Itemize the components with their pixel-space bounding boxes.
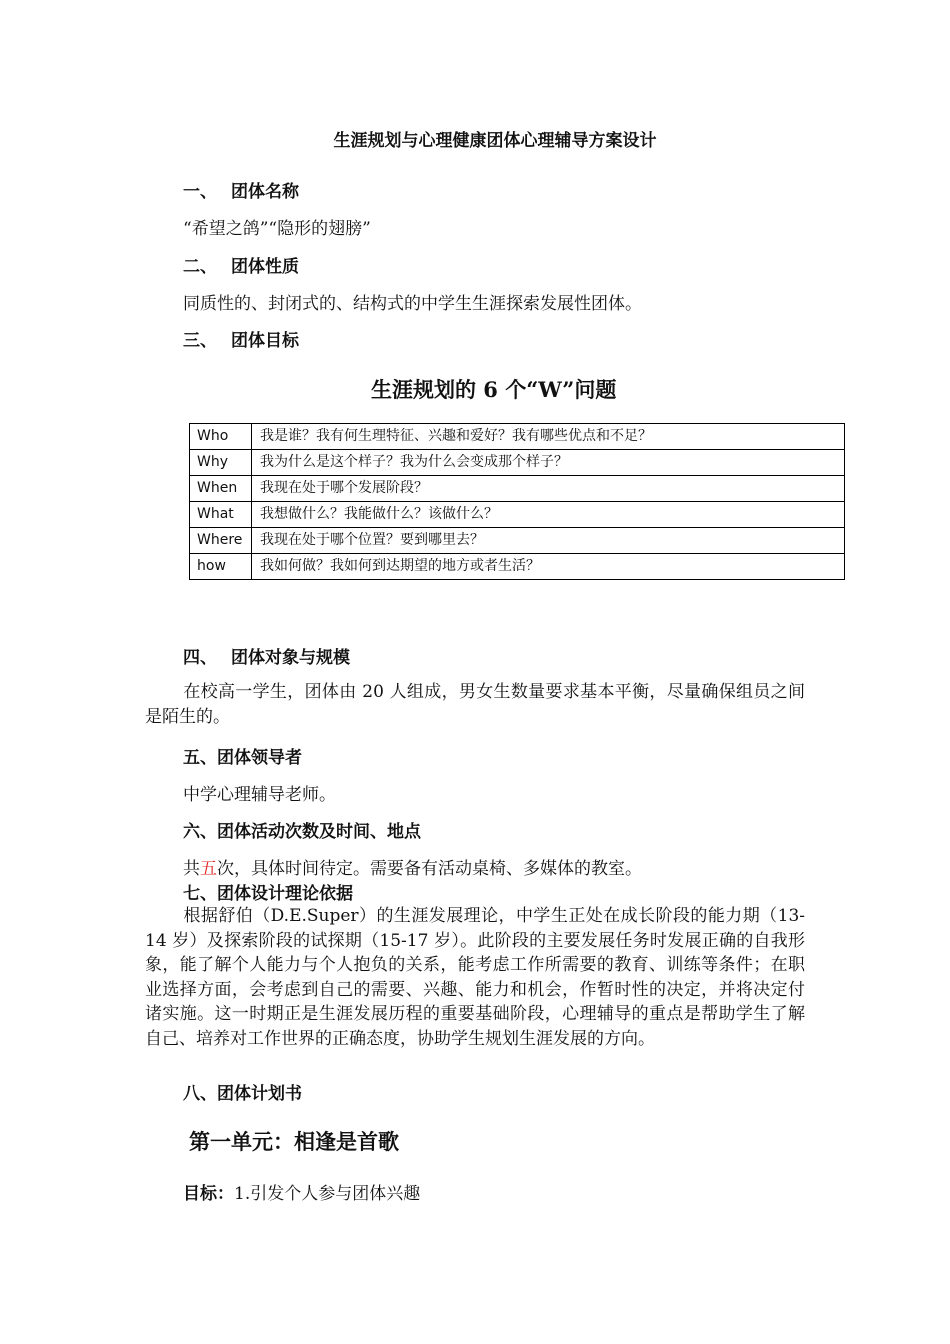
section-6-post: 次，具体时间待定。需要备有活动桌椅、多媒体的教室。 <box>217 859 642 879</box>
section-4-number: 四、 <box>183 648 217 668</box>
section-2-number: 二、 <box>183 257 217 277</box>
table-row <box>190 476 845 502</box>
section-5-text: 中学心理辅导老师。 <box>183 785 336 805</box>
section-5-heading: 五、团体领导者 <box>183 748 302 768</box>
row-key: When <box>190 476 252 502</box>
section-7-text: 根据舒伯（D.E.Super）的生涯发展理论，中学生正处在成长阶段的能力期（13-14 岁）及探索阶段的试探期（15-17 岁）。此阶段的主要发展任务时发展正确的自我形象，能了解个人能力与个人抱负的关系，能考虑工作所需要的教育、训练等条件；在职业选择方面，会考虑到自己的需要、兴趣、能力和机会，作暂时性的决定，并将决定付诸实施。这一时期正是生涯发展历程的重要基础阶段，心理辅导的重点是帮助学生了解自己、培养对工作世界的正确态度，协助学生规划生涯发展的方向。 <box>145 906 805 1049</box>
section-1-text: “希望之鸽”“隐形的翅膀” <box>183 219 371 239</box>
row-key: Where <box>190 528 252 554</box>
row-key: how <box>190 554 252 580</box>
row-value: 我现在处于哪个发展阶段？ <box>252 476 845 502</box>
document-title: 生涯规划与心理健康团体心理辅导方案设计 <box>333 131 657 151</box>
section-3-number: 三、 <box>183 331 217 351</box>
section-4-heading <box>183 643 350 668</box>
row-value: 我为什么是这个样子？我为什么会变成那个样子？ <box>252 450 845 476</box>
section-7-heading: 七、团体设计理论依据 <box>183 884 353 904</box>
session-count: 五 <box>200 859 217 879</box>
table-title: 生涯规划的 6 个“W”问题 <box>371 377 617 402</box>
section-2-text: 同质性的、封闭式的、结构式的中学生生涯探索发展性团体。 <box>183 294 642 314</box>
goal-line <box>183 1179 420 1204</box>
six-w-table <box>189 423 845 580</box>
section-6-text <box>183 854 642 879</box>
section-3-title: 团体目标 <box>231 331 299 351</box>
section-3-heading <box>183 326 299 351</box>
unit-title: 第一单元：相逢是首歌 <box>189 1129 399 1154</box>
section-7-paragraph <box>145 904 805 1051</box>
row-key: Who <box>190 424 252 450</box>
section-1-number: 一、 <box>183 182 217 202</box>
row-key: What <box>190 502 252 528</box>
row-key: Why <box>190 450 252 476</box>
table-row <box>190 502 845 528</box>
section-8-heading: 八、团体计划书 <box>183 1084 302 1104</box>
row-value: 我是谁？我有何生理特征、兴趣和爱好？我有哪些优点和不足？ <box>252 424 845 450</box>
table-row <box>190 554 845 580</box>
table-row <box>190 450 845 476</box>
goal-label: 目标： <box>183 1184 234 1204</box>
section-4-text: 在校高一学生，团体由 20 人组成，男女生数量要求基本平衡，尽量确保组员之间是陌生的。 <box>145 682 805 727</box>
section-1-heading <box>183 177 299 202</box>
section-4-title: 团体对象与规模 <box>231 648 350 668</box>
section-6-pre: 共 <box>183 859 200 879</box>
row-value: 我想做什么？我能做什么？该做什么？ <box>252 502 845 528</box>
row-value: 我如何做？我如何到达期望的地方或者生活？ <box>252 554 845 580</box>
section-2-title: 团体性质 <box>231 257 299 277</box>
goal-text: 1.引发个人参与团体兴趣 <box>234 1184 421 1204</box>
section-4-paragraph <box>145 680 805 729</box>
section-6-heading: 六、团体活动次数及时间、地点 <box>183 822 421 842</box>
table-row <box>190 424 845 450</box>
section-1-title: 团体名称 <box>231 182 299 202</box>
section-2-heading <box>183 252 299 277</box>
row-value: 我现在处于哪个位置？要到哪里去？ <box>252 528 845 554</box>
table-row <box>190 528 845 554</box>
